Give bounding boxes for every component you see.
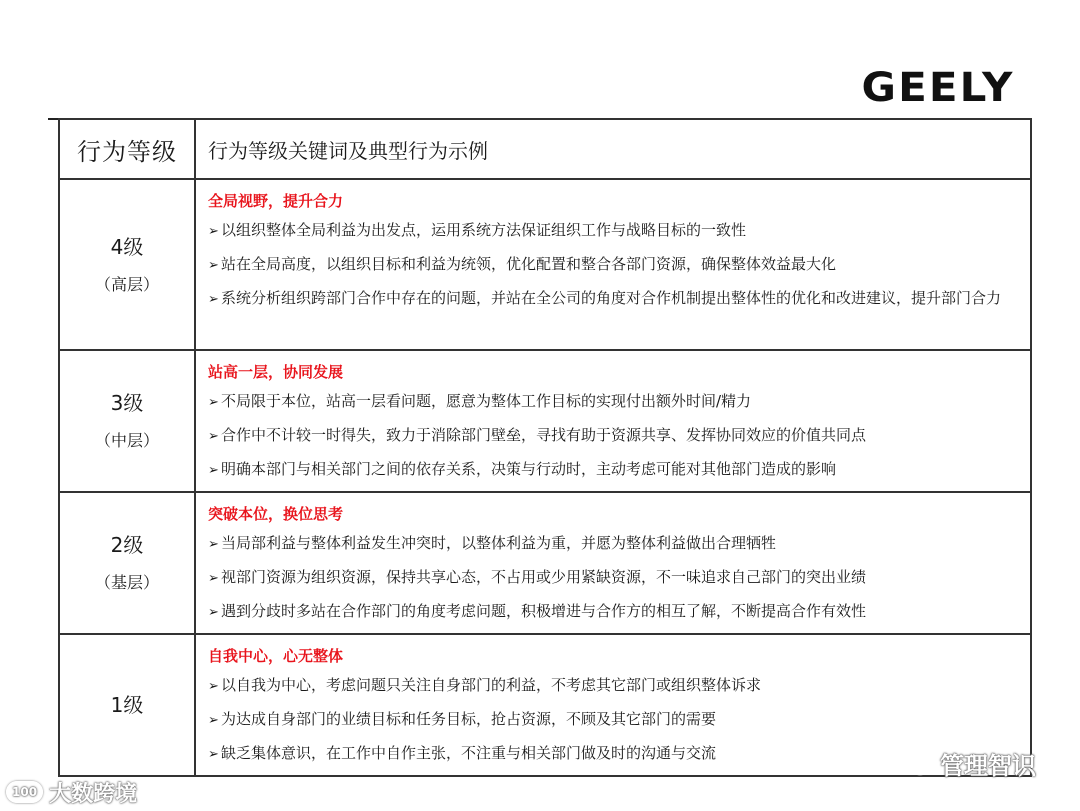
- behavior-item: ➢ 缺乏集体意识，在工作中自作主张，不注重与相关部门做及时的沟通与交流: [208, 741, 1018, 767]
- behavior-item: ➢ 系统分析组织跨部门合作中存在的问题，并站在全公司的角度对合作机制提出整体性的优化和改进建议，提升部门合力: [208, 286, 1018, 312]
- behavior-level-table: [58, 118, 1032, 777]
- behavior-item: ➢ 遇到分歧时多站在合作部门的角度考虑问题，积极增进与合作方的相互了解，不断提高合作有效性: [208, 599, 1018, 625]
- theme-keyword: 站高一层，协同发展: [208, 363, 344, 381]
- arrow-bullet-icon: ➢: [208, 258, 219, 273]
- watermark-right-text: 管理智识: [940, 751, 1036, 780]
- arrow-bullet-icon: ➢: [208, 713, 219, 728]
- behavior-item: ➢ 为达成自身部门的业绩目标和任务目标，抢占资源，不顾及其它部门的需要: [208, 707, 1018, 733]
- description-cell: [195, 492, 1031, 634]
- watermark-right: [898, 746, 1036, 780]
- level-name: 4级: [110, 234, 144, 259]
- table-header-row: [59, 119, 1031, 179]
- level-tier: （中层）: [94, 431, 159, 451]
- level-name: 3级: [110, 391, 144, 416]
- theme-keyword: 自我中心，心无整体: [208, 647, 344, 665]
- description-cell: [195, 179, 1031, 350]
- level-cell: [59, 634, 195, 776]
- level-cell: [59, 179, 195, 350]
- level-cell: [59, 492, 195, 634]
- behavior-item: ➢ 以自我为中心，考虑问题只关注自身部门的利益，不考虑其它部门或组织整体诉求: [208, 673, 1018, 699]
- arrow-bullet-icon: ➢: [208, 537, 219, 552]
- behavior-item: ➢ 视部门资源为组织资源，保持共享心态，不占用或少用紧缺资源，不一味追求自己部门的突出业绩: [208, 565, 1018, 591]
- table-row-level-3: [59, 350, 1031, 492]
- arrow-bullet-icon: ➢: [208, 571, 219, 586]
- behavior-item: ➢ 当局部利益与整体利益发生冲突时，以整体利益为重，并愿为整体利益做出合理牺牲: [208, 531, 1018, 557]
- theme-keyword: 全局视野，提升合力: [208, 192, 344, 210]
- header-description: 行为等级关键词及典型行为示例: [195, 119, 1031, 179]
- watermark-badge: 100: [6, 781, 43, 803]
- table-row-level-2: [59, 492, 1031, 634]
- arrow-bullet-icon: ➢: [208, 395, 219, 410]
- header-level: 行为等级: [59, 119, 195, 179]
- watermark-left-text: 大数跨境: [49, 781, 138, 807]
- behavior-item: ➢ 明确本部门与相关部门之间的依存关系，决策与行动时，主动考虑可能对其他部门造成的影响: [208, 457, 1018, 483]
- table-row-level-1: [59, 634, 1031, 776]
- table-row-level-4: [59, 179, 1031, 350]
- wechat-icon: [898, 749, 932, 777]
- arrow-bullet-icon: ➢: [208, 429, 219, 444]
- level-tier: （高层）: [94, 274, 159, 294]
- arrow-bullet-icon: ➢: [208, 463, 219, 478]
- behavior-item: ➢ 以组织整体全局利益为出发点，运用系统方法保证组织工作与战略目标的一致性: [208, 218, 1018, 244]
- behavior-item: ➢ 合作中不计较一时得失，致力于消除部门壁垒，寻找有助于资源共享、发挥协同效应的价值共同点: [208, 423, 1018, 449]
- behavior-item: ➢ 站在全局高度，以组织目标和利益为统领，优化配置和整合各部门资源，确保整体效益最大化: [208, 252, 1018, 278]
- watermark-left: [6, 778, 137, 806]
- arrow-bullet-icon: ➢: [208, 747, 219, 762]
- level-name: 1级: [110, 693, 144, 717]
- level-tier: （基层）: [94, 573, 159, 593]
- arrow-bullet-icon: ➢: [208, 605, 219, 620]
- arrow-bullet-icon: ➢: [208, 679, 219, 694]
- level-name: 2级: [110, 533, 144, 558]
- geely-logo: GEELY: [861, 65, 1015, 111]
- behavior-item: ➢ 不局限于本位，站高一层看问题，愿意为整体工作目标的实现付出额外时间/精力: [208, 389, 1018, 415]
- theme-keyword: 突破本位，换位思考: [208, 505, 344, 523]
- level-cell: [59, 350, 195, 492]
- arrow-bullet-icon: ➢: [208, 224, 219, 239]
- description-cell: [195, 350, 1031, 492]
- arrow-bullet-icon: ➢: [208, 292, 219, 307]
